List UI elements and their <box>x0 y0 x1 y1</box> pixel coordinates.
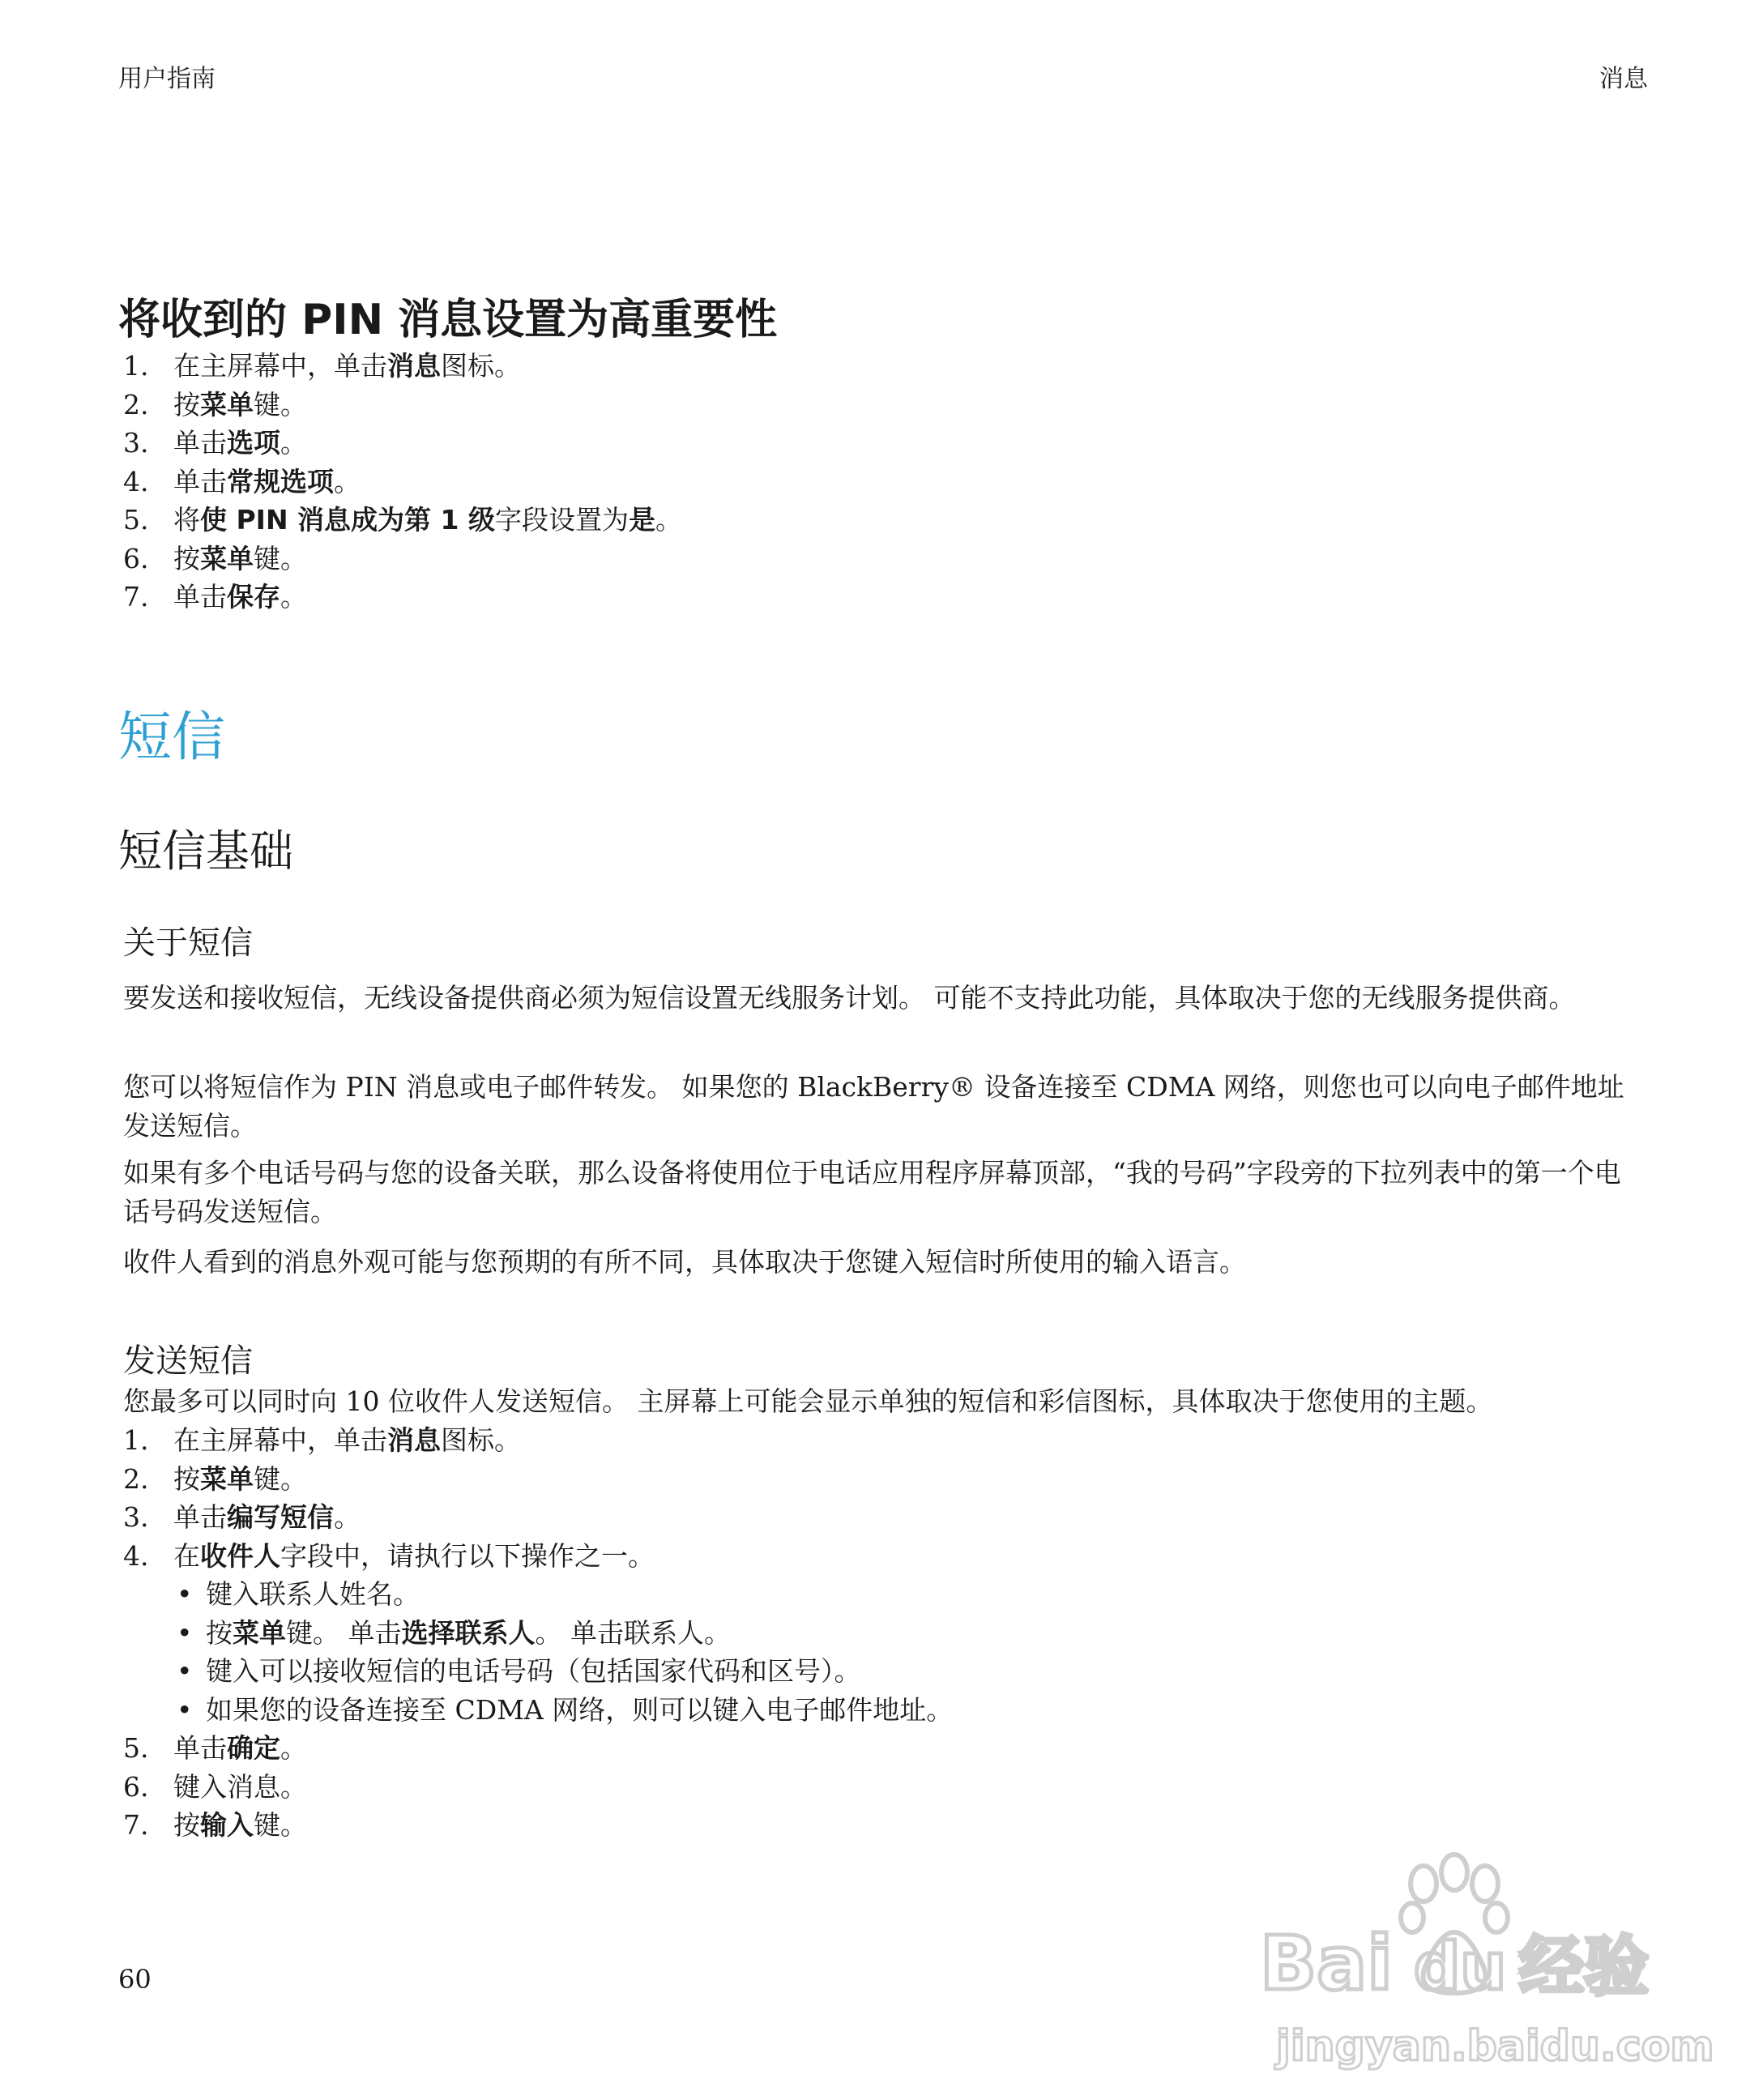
ui-term: 菜单 <box>200 1462 254 1495</box>
step-item <box>123 1768 307 1807</box>
step-text: 单击 <box>173 1732 227 1764</box>
pin-priority-steps <box>123 347 682 617</box>
step-text: 字段中，请执行以下操作之一。 <box>280 1539 655 1572</box>
step-number: 6. <box>123 1770 149 1803</box>
step-item <box>123 347 682 386</box>
step-text: 图标。 <box>441 1424 521 1456</box>
step-text: 按 <box>173 542 200 574</box>
svg-text:经验: 经验 <box>1519 1929 1649 2004</box>
header-section-title: 消息 <box>1599 65 1648 93</box>
bullet-icon: • <box>177 1655 193 1687</box>
baidu-watermark-logo <box>1252 1843 1714 2078</box>
step-text: 在 <box>173 1539 200 1572</box>
ui-term: 消息 <box>387 350 441 382</box>
step-text: 。 <box>280 581 307 612</box>
ui-term: 菜单 <box>200 388 254 420</box>
send-sms-steps-b <box>123 1729 307 1845</box>
bullet-item <box>123 1691 953 1730</box>
bullet-text <box>165 1614 731 1653</box>
step-item <box>123 1806 307 1845</box>
step-number: 5. <box>123 1732 149 1764</box>
bullet-text <box>165 1575 420 1614</box>
ui-term: 使 PIN 消息成为第 1 级 <box>200 504 495 536</box>
step-item <box>123 1421 655 1460</box>
step-text: 。 单击联系人。 <box>535 1616 731 1649</box>
recipient-options-list <box>123 1575 953 1729</box>
bullet-icon: • <box>177 1578 193 1610</box>
step-item <box>123 501 682 540</box>
step-text: 键。 <box>254 542 307 574</box>
step-number: 7. <box>123 1809 149 1841</box>
page-number: 60 <box>118 1964 152 1995</box>
about-paragraph-3: 如果有多个电话号码与您的设备关联，那么设备将使用位于电话应用程序屏幕顶部，“我的号码”字段旁的下拉列表中的第一个电话号码发送短信。 <box>123 1157 1621 1227</box>
step-text: 。 <box>280 1732 307 1764</box>
step-number: 6. <box>123 542 149 574</box>
step-text: 如果您的设备连接至 CDMA 网络，则可以键入电子邮件地址。 <box>206 1693 954 1726</box>
step-number: 4. <box>123 465 149 497</box>
step-text: 按 <box>173 1462 200 1495</box>
ui-term: 选择联系人 <box>401 1616 536 1649</box>
step-text: 键入联系人姓名。 <box>206 1578 420 1610</box>
about-paragraph-4: 收件人看到的消息外观可能与您预期的有所不同，具体取决于您键入短信时所使用的输入语言。 <box>123 1246 1246 1278</box>
step-number: 7. <box>123 581 149 612</box>
bullet-text <box>165 1691 953 1730</box>
ui-term: 输入 <box>200 1809 254 1841</box>
ui-term: 编写短信 <box>227 1501 334 1533</box>
ui-term: 收件人 <box>200 1539 280 1572</box>
step-number: 2. <box>123 388 149 420</box>
about-sms-heading: 关于短信 <box>123 924 253 962</box>
about-paragraph-2: 您可以将短信作为 PIN 消息或电子邮件转发。 如果您的 BlackBerry® 设备连接至 CDMA 网络，则您也可以向电子邮件地址发送短信。 <box>123 1071 1624 1142</box>
bullet-item <box>123 1652 953 1691</box>
step-number: 3. <box>123 427 149 459</box>
step-text: 单击 <box>173 581 227 612</box>
bullet-text <box>165 1652 861 1691</box>
ui-term: 确定 <box>227 1732 280 1764</box>
step-item <box>123 463 682 502</box>
svg-text:du: du <box>1414 1929 1507 2004</box>
step-text: 键。 <box>254 388 307 420</box>
step-text: 按 <box>173 1809 200 1841</box>
bullet-item <box>123 1614 953 1653</box>
ui-term: 菜单 <box>233 1616 286 1649</box>
step-text: 单击 <box>173 1501 227 1533</box>
ui-term: 保存 <box>227 581 280 612</box>
step-number: 4. <box>123 1539 149 1572</box>
step-text: 键入可以接收短信的电话号码（包括国家代码和区号）。 <box>206 1655 861 1687</box>
step-item <box>123 386 682 425</box>
step-text: 单击 <box>173 427 227 459</box>
header-doc-title: 用户指南 <box>118 65 216 93</box>
bullet-icon: • <box>177 1693 193 1726</box>
step-number: 1. <box>123 350 149 382</box>
subsection-title: 短信基础 <box>118 826 293 877</box>
step-text: 。 <box>280 427 307 459</box>
step-text: 键。 <box>254 1462 307 1495</box>
step-text: 键入消息。 <box>173 1770 307 1803</box>
step-item <box>123 578 682 617</box>
step-text: 键。 <box>254 1809 307 1841</box>
ui-term: 是 <box>629 504 655 536</box>
svg-text:jingyan.baidu.com: jingyan.baidu.com <box>1276 2022 1714 2071</box>
step-text: 单击 <box>173 465 227 497</box>
step-number: 2. <box>123 1462 149 1495</box>
step-item <box>123 1537 655 1576</box>
step-text: 在主屏幕中，单击 <box>173 1424 387 1456</box>
step-item <box>123 1729 307 1768</box>
send-sms-heading: 发送短信 <box>123 1342 253 1380</box>
step-text: 字段设置为 <box>495 504 629 536</box>
bullet-item <box>123 1575 953 1614</box>
step-text: 按 <box>173 388 200 420</box>
step-text: 键。 单击 <box>286 1616 402 1649</box>
step-text: 图标。 <box>441 350 521 382</box>
send-sms-intro: 您最多可以同时向 10 位收件人发送短信。 主屏幕上可能会显示单独的短信和彩信图标，具体取决于您使用的主题。 <box>123 1385 1493 1417</box>
step-text: 。 <box>655 504 682 536</box>
step-number: 5. <box>123 504 149 536</box>
step-text: 。 <box>334 1501 361 1533</box>
ui-term: 常规选项 <box>227 465 334 497</box>
section-heading-pin-priority: 将收到的 PIN 消息设置为高重要性 <box>118 296 778 344</box>
step-text: 按 <box>206 1616 233 1649</box>
step-text: 。 <box>334 465 361 497</box>
bullet-icon: • <box>177 1616 193 1649</box>
step-text: 将 <box>173 504 200 536</box>
ui-term: 选项 <box>227 427 280 459</box>
send-sms-steps-a <box>123 1421 655 1575</box>
chapter-title: 短信 <box>118 706 225 768</box>
ui-term: 菜单 <box>200 542 254 574</box>
step-item <box>123 424 682 463</box>
step-item <box>123 1498 655 1537</box>
step-number: 3. <box>123 1501 149 1533</box>
svg-text:Bai: Bai <box>1260 1920 1393 2007</box>
step-item <box>123 1460 655 1499</box>
about-paragraph-1: 要发送和接收短信，无线设备提供商必须为短信设置无线服务计划。 可能不支持此功能，具体取决于您的无线服务提供商。 <box>123 982 1576 1014</box>
step-number: 1. <box>123 1424 149 1456</box>
ui-term: 消息 <box>387 1424 441 1456</box>
step-text: 在主屏幕中，单击 <box>173 350 387 382</box>
step-item <box>123 540 682 578</box>
